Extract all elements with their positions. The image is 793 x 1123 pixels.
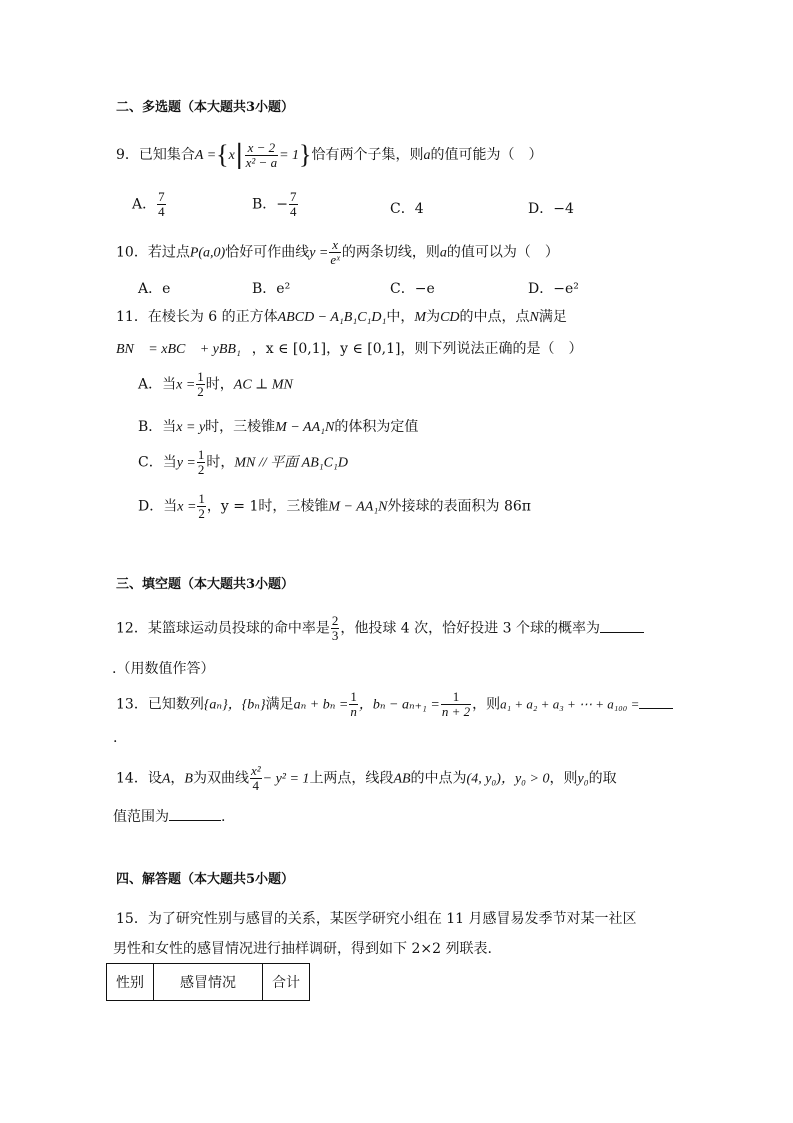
q10-option-b: B．e² xyxy=(252,281,291,297)
q9-var: a xyxy=(423,148,431,163)
q11-vector-equation: BN⃗ = xBC⃗ + yBB₁⃗ xyxy=(116,342,252,357)
question-9-stem: 9．已知集合A ={x| $\frac{x - 2}{\text{x² − a}}$ = 1}恰有两个子集，则a的值可能为（ ） xyxy=(116,139,543,170)
contingency-table xyxy=(106,963,310,1001)
section-heading-solutions: 四、解答题（本大题共5小题） xyxy=(116,872,295,887)
q12-answer-blank[interactable] xyxy=(600,620,644,633)
q9-option-c: C．4 xyxy=(390,201,424,217)
question-14-stem: 14．设A，B为双曲线 $\frac{\text{x²}}{4}$ − y² = 1上两点，线段AB的中点为(4, y₀)，y₀ > 0，则y₀的取 xyxy=(116,763,617,793)
q12-line2: .（用数值作答） xyxy=(112,661,215,677)
table-header-row xyxy=(107,964,310,1001)
question-15-line2: 男性和女性的感冒情况进行抽样调研，得到如下 2×2 列联表. xyxy=(113,941,492,957)
q9-set-lhs: A = xyxy=(194,148,217,163)
q13-line2: . xyxy=(113,730,118,746)
question-11-stem-line1: 11．在棱长为 6 的正方体ABCD − A₁B₁C₁D₁中，M为CD的中点，点N满足 xyxy=(116,309,567,325)
q9-option-a: A． $\frac{7}{4}$ xyxy=(132,189,165,219)
q9-set-fraction: $\frac{x - 2}{\text{x² − a}}$ xyxy=(245,139,278,170)
section-heading-multiple-choice: 二、多选题（本大题共3小题） xyxy=(116,100,295,115)
q11-option-a: A．当x = $\frac{1}{2}$ 时，AC ⊥ MN xyxy=(138,369,293,399)
question-13-stem: 13．已知数列{aₙ}，{bₙ}满足aₙ + bₙ = $\frac{1}{n}$ ，bₙ − aₙ₊₁ = $\frac{1}{n + 2}$ ，则a₁ + a₂ + a₃ + ⋯ + a₁₀₀ = xyxy=(116,690,673,719)
q11-conditions: ，x ∈ [0,1]，y ∈ [0,1]，则下列说法正确的是（ ） xyxy=(251,341,583,357)
q9-number-text: 9．已知集合 xyxy=(116,147,195,163)
q9-option-d: D．−4 xyxy=(528,201,574,217)
table-header-gender: 性别 xyxy=(107,964,154,1001)
q14-line2: 值范围为 . xyxy=(113,809,226,825)
section-heading-fill-in: 三、填空题（本大题共3小题） xyxy=(116,577,295,592)
question-12-stem: 12．某篮球运动员投球的命中率是 $\frac{2}{3}$ ，他投球 4 次，恰好投进 3 个球的概率为 xyxy=(116,614,644,643)
question-11-stem-line2 xyxy=(116,338,582,358)
q9-set-var: x xyxy=(228,148,235,163)
q9-stem-end: 的值可能为（ ） xyxy=(430,147,543,163)
q10-option-d: D．−e² xyxy=(528,281,579,297)
q10-option-c: C．−e xyxy=(390,281,435,297)
question-15-line1: 15．为了研究性别与感冒的关系，某医学研究小组在 11 月感冒易发季节对某一社区 xyxy=(116,911,637,927)
q9-eq-one: = 1 xyxy=(279,148,300,163)
q9-option-b: B．− $\frac{7}{4}$ xyxy=(252,189,297,219)
q10-option-a: A．e xyxy=(138,281,171,297)
q9-stem-post: 恰有两个子集，则 xyxy=(311,147,424,163)
q11-option-c: C．当y = $\frac{1}{2}$ 时，MN // 平面 AB₁C₁D xyxy=(138,447,348,477)
q14-answer-blank[interactable] xyxy=(169,808,221,821)
table-header-cold-status: 感冒情况 xyxy=(154,964,263,1001)
question-10-stem: 10．若过点P(a,0)恰好可作曲线y = $\frac{x}{\text{eˣ}}$ 的两条切线，则a的值可以为（ ） xyxy=(116,237,559,267)
q13-answer-blank[interactable] xyxy=(639,696,673,709)
q11-option-b: B．当x = y时，三棱锥M − AA₁N的体积为定值 xyxy=(138,419,419,435)
table-header-total: 合计 xyxy=(263,964,310,1001)
q11-option-d: D．当x = $\frac{1}{2}$ ，y = 1时，三棱锥M − AA₁N外接球的表面积为 86π xyxy=(138,491,531,521)
